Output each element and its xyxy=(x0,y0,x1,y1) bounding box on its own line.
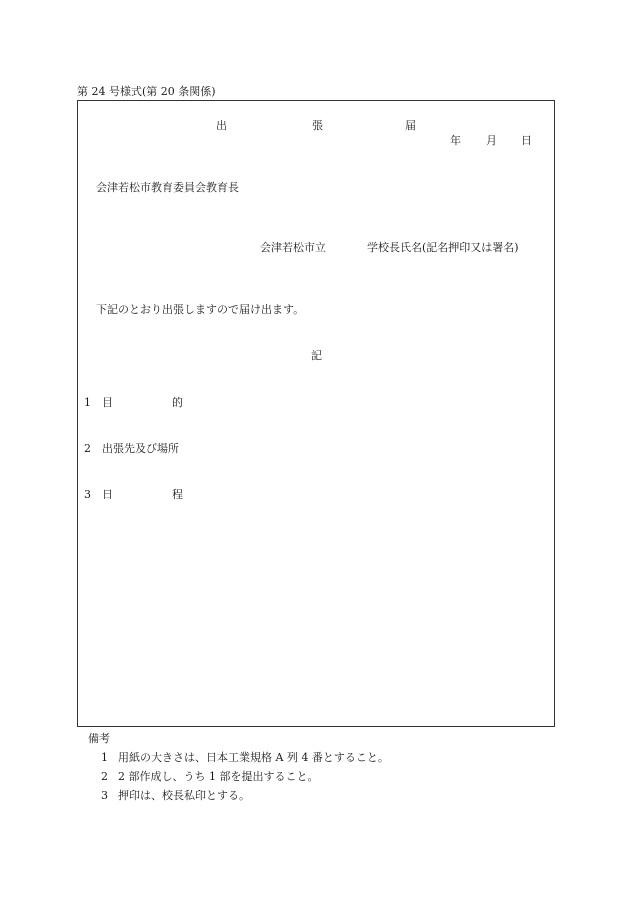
note-line xyxy=(101,752,389,763)
item-purpose-label-part1: 目 xyxy=(102,396,113,409)
note-text: 押印は、校長私印とする。 xyxy=(118,789,250,802)
school-prefix: 会津若松市立 xyxy=(260,241,326,254)
ki-heading: 記 xyxy=(311,349,322,362)
note-line xyxy=(101,771,319,782)
notes-heading: 備考 xyxy=(88,732,110,745)
principal-name-label: 学校長氏名(記名押印又は署名) xyxy=(367,241,519,254)
form-number: 第 24 号様式(第 20 条関係) xyxy=(77,85,216,98)
form-box xyxy=(77,100,555,727)
note-number: 3 xyxy=(101,789,108,802)
item-number: 1 xyxy=(84,396,91,409)
item-schedule-label-part2: 程 xyxy=(172,488,183,501)
form-title-char-1: 出 xyxy=(216,119,227,132)
note-number: 2 xyxy=(101,770,108,783)
date-month-label: 月 xyxy=(486,134,497,147)
note-text: 2 部作成し、うち 1 部を提出すること。 xyxy=(118,770,319,783)
item-number: 2 xyxy=(84,442,91,455)
date-day-label: 日 xyxy=(521,134,532,147)
date-year-label: 年 xyxy=(450,134,461,147)
item-schedule-label-part1: 日 xyxy=(102,488,113,501)
note-text: 用紙の大きさは、日本工業規格 A 列 4 番とすること。 xyxy=(118,751,389,764)
form-title-char-3: 届 xyxy=(405,119,416,132)
form-title-char-2: 張 xyxy=(312,119,323,132)
item-destination-label: 出張先及び場所 xyxy=(102,442,179,455)
note-line xyxy=(101,790,250,801)
item-purpose-label-part2: 的 xyxy=(172,396,183,409)
note-number: 1 xyxy=(101,751,108,764)
addressee: 会津若松市教育委員会教育長 xyxy=(96,181,239,194)
request-text: 下記のとおり出張しますので届け出ます。 xyxy=(96,303,305,316)
item-number: 3 xyxy=(84,488,91,501)
